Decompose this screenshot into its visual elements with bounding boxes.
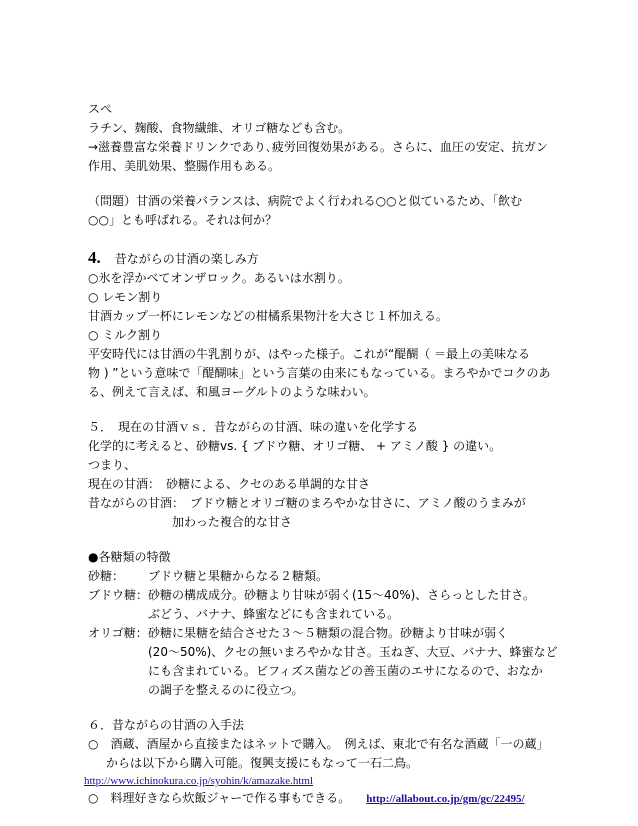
glucose-desc-2: ぶどう、バナナ、蜂蜜などにも含まれている。 — [148, 607, 400, 621]
section-5-title: ５． 現在の甘酒ｖｓ．昔ながらの甘酒、味の違いを化学する — [88, 420, 419, 434]
question-line-2: ○○」とも呼ばれる。それは何か？ — [88, 213, 277, 227]
url-line-1 — [84, 773, 558, 789]
section-4-line-6: 物 ) ”という意味で「醍醐味」という言葉の由来にもなっている。まろやかでコクのあ — [88, 366, 551, 380]
section-4-line-7: る、例えて言えば、和風ヨーグルトのような味わい。 — [88, 385, 376, 399]
section-6-title: ６．昔ながらの甘酒の入手法 — [88, 718, 245, 732]
ichinokura-link[interactable]: http://www.ichinokura.co.jp/syohin/k/amazake.html — [84, 775, 314, 787]
section-4-title: 昔ながらの甘酒の楽しみ方 — [114, 252, 259, 266]
section-4-line-5: 平安時代には甘酒の牛乳割りが、はやった様子。これが“醍醐（ ＝最上の美味なる — [88, 347, 531, 361]
nutrition-line-4: 作用、美肌効果、整腸作用もある。 — [88, 159, 281, 173]
section-6-line-3-text: ○ 料理好きなら炊飯ジャーで作る事もできる。 — [88, 791, 351, 805]
oligo-desc-2: (20～50%)、クセの無いまろやかな甘さ。玉ねぎ、大豆、バナナ、蜂蜜など — [148, 645, 558, 659]
section-5-line-2: つまり、 — [88, 458, 137, 472]
section-4-heading — [88, 248, 558, 269]
oligo-desc-1: 砂糖に果糖を結合させた３～５糖類の混合物。砂糖より甘味が弱く — [148, 626, 509, 640]
glucose-row — [88, 586, 558, 605]
section-6-line-2: からは以下から購入可能。復興支援にもなって一石二鳥。 — [106, 756, 419, 770]
allabout-link[interactable]: http://allabout.co.jp/gm/gc/22495/ — [366, 793, 525, 805]
section-4-number: 4. — [88, 248, 101, 267]
section-4-line-1: ○氷を浮かべてオンザロック。あるいは水割り。 — [88, 271, 350, 285]
section-6-line-3 — [88, 789, 558, 809]
section-5-line-3: 現在の甘酒： 砂糖による、クセのある単調的な甘さ — [88, 477, 371, 491]
oligo-term: オリゴ糖： — [88, 626, 148, 640]
section-6-line-1: ○ 酒蔵、酒屋から直接またはネットで購入。 例えば、東北で有名な酒蔵「一の蔵」 — [88, 737, 549, 751]
sugar-row — [88, 567, 558, 586]
nutrition-line-1: スぺ — [88, 102, 113, 116]
section-4-line-4: ○ ミルク割り — [88, 328, 163, 342]
oligo-desc-3: にも含まれている。ビフィズス菌などの善玉菌のエサになるので、おなか — [148, 664, 543, 678]
nutrition-line-2: ラチン、麹酸、食物繊維、オリゴ糖なども含む。 — [88, 121, 351, 135]
document-page — [84, 100, 558, 809]
sugar-desc: ブドウ糖と果糖からなる２糖類。 — [148, 569, 329, 583]
oligo-row — [88, 624, 558, 643]
nutrition-line-3: →滋養豊富な栄養ドリンクであり､疲労回復効果がある。さらに、血圧の安定、抗ガン — [88, 140, 548, 154]
sugar-term: 砂糖： — [88, 569, 125, 583]
section-5-line-5: 加わった複合的な甘さ — [172, 515, 292, 529]
oligo-desc-4: の調子を整えるのに役立つ。 — [148, 683, 304, 697]
question-line-1: （問題）甘酒の栄養バランスは、病院でよく行われる○○と似ているため、「飲む — [88, 194, 523, 208]
sugars-title: ●各糖類の特徴 — [88, 550, 171, 564]
section-5-line-1: 化学的に考えると、砂糖vs. { ブドウ糖、オリゴ糖、 + アミノ酸 } の違い。 — [88, 439, 502, 453]
section-5-line-4: 昔ながらの甘酒： ブドウ糖とオリゴ糖のまろやかな甘さに、アミノ酸のうまみが — [88, 496, 526, 510]
glucose-term: ブドウ糖： — [88, 588, 149, 602]
section-4-line-2: ○ レモン割り — [88, 290, 163, 304]
glucose-desc-1: 砂糖の構成成分。砂糖より甘味が弱く(15～40%)、さらっとした甘さ。 — [148, 588, 535, 602]
section-4-line-3: 甘酒カップ一杯にレモンなどの柑橘系果物汁を大さじ１杯加える。 — [88, 309, 448, 323]
